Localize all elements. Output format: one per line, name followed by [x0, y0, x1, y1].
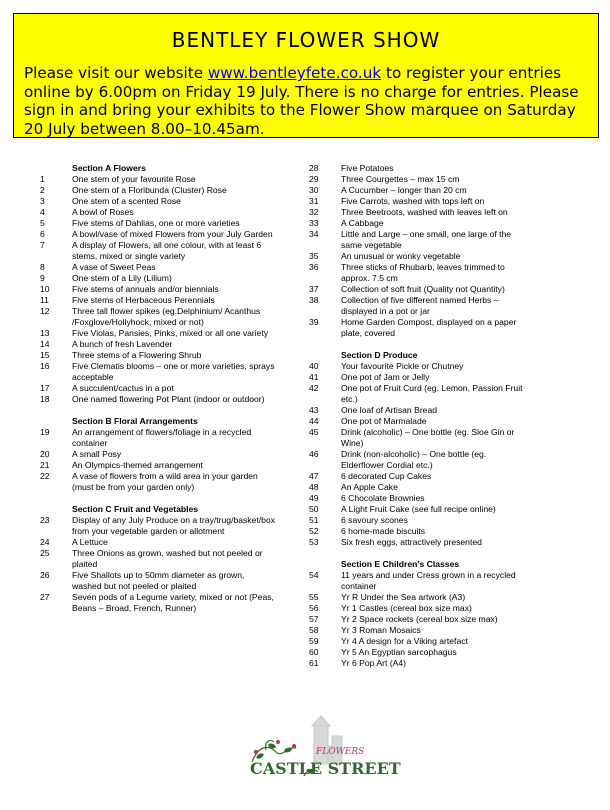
class-description: One stem of a Floribunda (Cluster) Rose	[72, 185, 227, 195]
class-entry	[40, 394, 275, 405]
class-entry	[40, 537, 275, 548]
class-entry	[309, 636, 529, 647]
class-number: 39	[309, 317, 319, 327]
class-description: Five stems of Herbaceous Perennials	[72, 295, 215, 305]
class-number: 48	[309, 482, 319, 492]
class-number: 17	[40, 383, 50, 393]
section-heading: Section E Children’s Classes	[341, 559, 460, 569]
class-number: 37	[309, 284, 319, 294]
class-number: 35	[309, 251, 319, 261]
class-entry	[309, 174, 529, 185]
class-entry	[309, 372, 529, 383]
class-description: Yr R Under the Sea artwork (A3)	[341, 592, 466, 602]
class-entry	[309, 416, 529, 427]
class-number: 11	[40, 295, 49, 305]
class-description: An Olympics-themed arrangement	[72, 460, 203, 470]
classes-left-column	[40, 163, 275, 614]
class-entry	[40, 185, 275, 196]
class-number: 26	[40, 570, 50, 580]
class-description: Five Clematis blooms – one or more varieties, sprays acceptable	[72, 361, 275, 382]
class-description: Yr 6 Pop Art (A4)	[341, 658, 406, 668]
class-entry	[309, 218, 529, 229]
class-entry	[40, 592, 275, 614]
section-gap	[309, 339, 529, 350]
class-description: An Apple Cake	[341, 482, 398, 492]
class-entry	[40, 295, 275, 306]
website-link[interactable]: www.bentleyfete.co.uk	[207, 64, 382, 82]
class-number: 60	[309, 647, 319, 657]
class-number: 8	[40, 262, 45, 272]
class-entry	[40, 383, 275, 394]
class-description: A Cucumber – longer than 20 cm	[341, 185, 467, 195]
class-entry	[40, 515, 275, 537]
class-number: 55	[309, 592, 319, 602]
class-entry	[309, 196, 529, 207]
class-entry	[40, 427, 275, 449]
class-number: 7	[40, 240, 45, 250]
class-number: 38	[309, 295, 319, 305]
class-description: One loaf of Artisan Bread	[341, 405, 438, 415]
class-description: Collection of five different named Herbs – displayed in a pot or jar	[341, 295, 499, 316]
class-entry	[309, 603, 529, 614]
class-entry	[309, 504, 529, 515]
class-entry	[40, 306, 275, 328]
class-entry	[309, 493, 529, 504]
class-number: 19	[40, 427, 50, 437]
class-number: 32	[309, 207, 319, 217]
class-entry	[309, 361, 529, 372]
class-number: 53	[309, 537, 319, 547]
class-number: 56	[309, 603, 319, 613]
class-description: 6 home-made biscuits	[341, 526, 426, 536]
class-number: 6	[40, 229, 45, 239]
class-entry	[309, 449, 529, 471]
class-entry	[309, 185, 529, 196]
class-description: One pot of Jam or Jelly	[341, 372, 430, 382]
class-number: 45	[309, 427, 319, 437]
class-number: 54	[309, 570, 319, 580]
class-description: A succulent/cactus in a pot	[72, 383, 174, 393]
class-number: 27	[40, 592, 50, 602]
class-description: Three Onions as grown, washed but not peeled or plaited	[72, 548, 263, 569]
intro-before: Please visit our website	[24, 64, 208, 82]
class-description: An unusual or wonky vegetable	[341, 251, 461, 261]
class-number: 52	[309, 526, 319, 536]
class-entry	[40, 471, 275, 493]
class-entry	[40, 174, 275, 185]
class-description: Five stems of Dahlias, one or more varieties	[72, 218, 240, 228]
class-description: A vase of Sweet Peas	[72, 262, 156, 272]
class-description: 11 years and under Cress grown in a recycled container	[341, 570, 516, 591]
class-number: 20	[40, 449, 50, 459]
class-number: 50	[309, 504, 319, 514]
class-entry	[40, 207, 275, 218]
logo-script-text: FLOWERS	[316, 747, 365, 757]
class-description: Seven pods of a Legume variety, mixed or not (Peas, Beans – Broad, French, Runner)	[72, 592, 274, 613]
class-entry	[40, 350, 275, 361]
class-entry	[309, 383, 529, 405]
class-entry	[309, 647, 529, 658]
class-entry	[309, 229, 529, 251]
class-description: 6 savoury scones	[341, 515, 408, 525]
class-description: A Cabbage	[341, 218, 384, 228]
class-number: 51	[309, 515, 319, 525]
class-number: 24	[40, 537, 50, 547]
class-number: 29	[309, 174, 319, 184]
class-entry	[309, 658, 529, 669]
class-entry	[309, 471, 529, 482]
class-description: Three Beetroots, washed with leaves left on	[341, 207, 508, 217]
class-description: Five Carrots, washed with tops left on	[341, 196, 485, 206]
class-description: A bowl of Roses	[72, 207, 134, 217]
class-number: 36	[309, 262, 319, 272]
class-number: 5	[40, 218, 45, 228]
class-number: 14	[40, 339, 50, 349]
class-description: Drink (alcoholic) – One bottle (eg. Sloe Gin or Wine)	[341, 427, 515, 448]
class-number: 33	[309, 218, 319, 228]
class-entry	[309, 284, 529, 295]
class-entry	[309, 625, 529, 636]
class-description: One stem of your favourite Rose	[72, 174, 196, 184]
intro-after: to register your entries online by 6.00pm on Friday 19 July. There is no charge for entries. Please sign in and bring your exhibits to the Flower Show marquee on Saturday 20 July between 8.00–10.45am.	[24, 64, 579, 138]
class-entry	[40, 240, 275, 262]
class-entry	[40, 273, 275, 284]
class-entry	[40, 548, 275, 570]
class-description: Home Garden Compost, displayed on a paper plate, covered	[341, 317, 517, 338]
class-description: One pot of Marmalade	[341, 416, 427, 426]
class-number: 12	[40, 306, 50, 316]
class-description: Five Violas, Pansies, Pinks, mixed or all one variety	[72, 328, 269, 338]
class-number: 41	[309, 372, 319, 382]
class-number: 30	[309, 185, 319, 195]
class-description: Yr 1 Castles (cereal box size max)	[341, 603, 472, 613]
class-entry	[40, 460, 275, 471]
class-number: 22	[40, 471, 50, 481]
class-entry	[40, 361, 275, 383]
class-entry	[309, 515, 529, 526]
class-number: 15	[40, 350, 50, 360]
class-entry	[40, 284, 275, 295]
class-number: 42	[309, 383, 319, 393]
class-description: Five Potatoes	[341, 163, 394, 173]
class-number: 61	[309, 658, 319, 668]
class-number: 58	[309, 625, 319, 635]
logo-main-text: CASTLE STREET	[250, 759, 401, 778]
class-entry	[40, 229, 275, 240]
class-description: Five stems of annuals and/or biennials	[72, 284, 219, 294]
class-description: A Lettuce	[72, 537, 108, 547]
class-description: A bunch of fresh Lavender	[72, 339, 173, 349]
class-description: Three tall flower spikes (eg.Delphinium/ Acanthus /Foxglove/Hollyhock, mixed or not)	[72, 306, 261, 327]
section-heading: Section A Flowers	[72, 163, 146, 173]
castle-street-flowers-logo	[248, 716, 401, 796]
class-entry	[40, 570, 275, 592]
section-heading: Section D Produce	[341, 350, 418, 360]
class-number: 18	[40, 394, 50, 404]
classes-right-column	[309, 163, 529, 669]
class-entry	[309, 207, 529, 218]
class-description: Six fresh eggs, attractively presented	[341, 537, 482, 547]
class-number: 49	[309, 493, 319, 503]
class-description: One stem of a Lily (Lilium)	[72, 273, 172, 283]
section-gap	[40, 405, 275, 416]
class-entry	[309, 405, 529, 416]
class-entry	[309, 427, 529, 449]
class-description: A small Posy	[72, 449, 122, 459]
class-number: 40	[309, 361, 319, 371]
class-entry	[309, 251, 529, 262]
class-description: A display of Flowers, all one colour, with at least 6 stems, mixed or single variety	[72, 240, 262, 261]
class-entry	[309, 570, 529, 592]
class-number: 46	[309, 449, 319, 459]
class-description: One named flowering Pot Plant (indoor or outdoor)	[72, 394, 265, 404]
class-description: 6 decorated Cup Cakes	[341, 471, 432, 481]
class-description: Yr 4 A design for a Viking artefact	[341, 636, 468, 646]
class-entry	[40, 262, 275, 273]
class-entry	[40, 218, 275, 229]
class-description: A vase of flowers from a wild area in your garden (must be from your garden only)	[72, 471, 258, 492]
class-number: 43	[309, 405, 319, 415]
class-number: 23	[40, 515, 50, 525]
class-description: Drink (non-alcoholic) – One bottle (eg. Elderflower Cordial etc.)	[341, 449, 487, 470]
class-entry	[309, 317, 529, 339]
class-number: 16	[40, 361, 50, 371]
class-number: 3	[40, 196, 45, 206]
class-entry	[40, 449, 275, 460]
class-entry	[40, 339, 275, 350]
class-entry	[309, 295, 529, 317]
class-number: 4	[40, 207, 45, 217]
class-entry	[309, 614, 529, 625]
class-description: Your favourite Pickle or Chutney	[341, 361, 464, 371]
class-description: A bowl/vase of mixed Flowers from your July Garden	[72, 229, 273, 239]
class-number: 31	[309, 196, 319, 206]
class-description: Display of any July Produce on a tray/trug/basket/box from your vegetable garden or allotment	[72, 515, 276, 536]
class-description: Little and Large – one small, one large of the same vegetable	[341, 229, 512, 250]
class-description: 6 Chocolate Brownies	[341, 493, 425, 503]
class-description: Three Courgettes – max 15 cm	[341, 174, 460, 184]
class-entry	[309, 526, 529, 537]
class-entry	[309, 262, 529, 284]
class-number: 25	[40, 548, 50, 558]
class-number: 57	[309, 614, 319, 624]
class-description: Yr 3 Roman Mosaics	[341, 625, 421, 635]
section-gap	[40, 493, 275, 504]
header-banner	[13, 13, 599, 138]
class-description: One stem of a scented Rose	[72, 196, 181, 206]
section-heading: Section B Floral Arrangements	[72, 416, 198, 426]
class-number: 34	[309, 229, 319, 239]
class-entry	[40, 328, 275, 339]
class-entry	[309, 537, 529, 548]
class-description: Three stems of a Flowering Shrub	[72, 350, 202, 360]
class-number: 47	[309, 471, 319, 481]
class-description: One pot of Fruit Curd (eg. Lemon, Passion Fruit etc.)	[341, 383, 523, 404]
class-description: Five Shallots up to 50mm diameter as grown, washed but not peeled or plaited	[72, 570, 245, 591]
section-heading: Section C Fruit and Vegetables	[72, 504, 199, 514]
class-description: Collection of soft fruit (Quality not Quantity)	[341, 284, 505, 294]
class-number: 9	[40, 273, 45, 283]
class-number: 44	[309, 416, 319, 426]
class-number: 10	[40, 284, 50, 294]
class-number: 13	[40, 328, 50, 338]
class-description: A Light Fruit Cake (see full recipe online)	[341, 504, 496, 514]
class-entry	[40, 196, 275, 207]
class-number: 2	[40, 185, 45, 195]
intro-text	[14, 64, 598, 138]
class-entry	[309, 482, 529, 493]
section-gap	[309, 548, 529, 559]
class-number: 59	[309, 636, 319, 646]
class-description: An arrangement of flowers/foliage in a recycled container	[72, 427, 252, 448]
class-number: 21	[40, 460, 50, 470]
class-number: 28	[309, 163, 319, 173]
class-description: Yr 5 An Egyptian sarcophagus	[341, 647, 457, 657]
class-entry	[309, 592, 529, 603]
class-description: Yr 2 Space rockets (cereal box size max)	[341, 614, 498, 624]
class-entry	[309, 163, 529, 174]
class-number: 1	[40, 174, 45, 184]
class-description: Three sticks of Rhubarb, leaves trimmed to approx. 7.5 cm	[341, 262, 505, 283]
page-title: BENTLEY FLOWER SHOW	[171, 28, 441, 52]
